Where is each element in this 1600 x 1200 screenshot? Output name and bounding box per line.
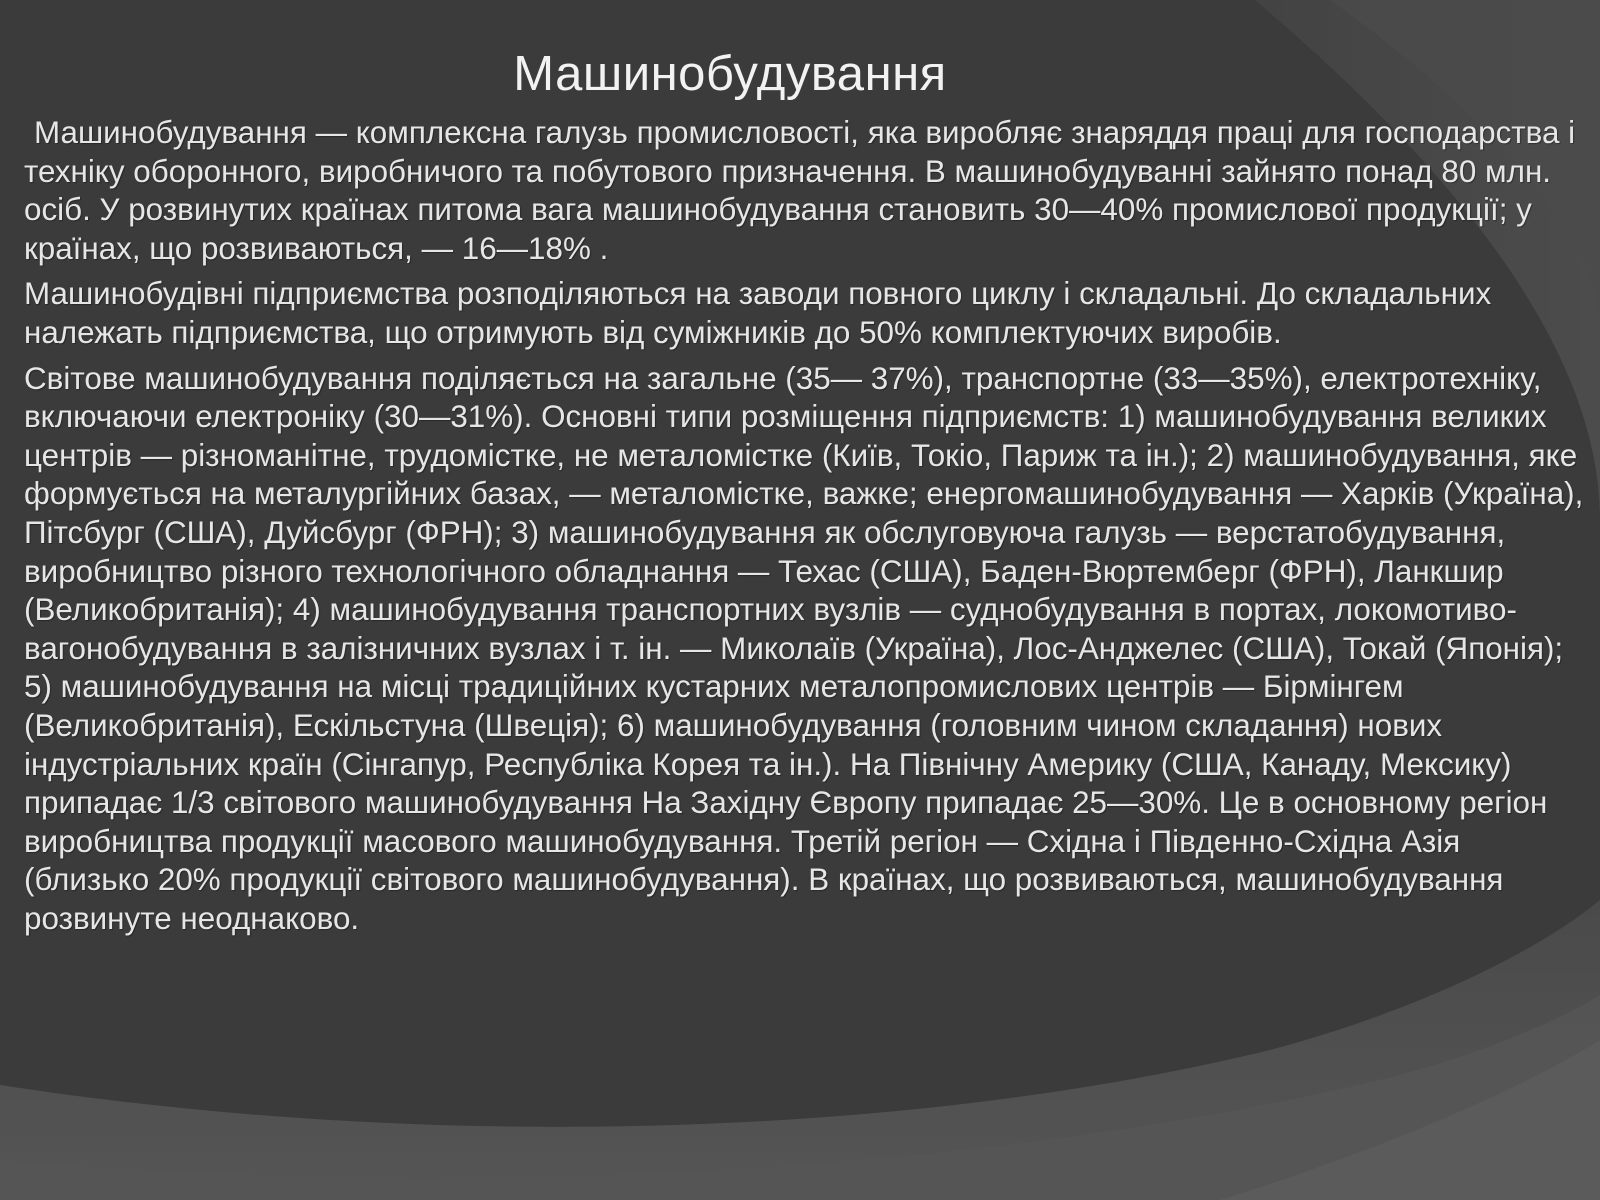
paragraph-world-structure: Світове машинобудування поділяється на загальне (35— 37%), транспортне (33—35%), електротехніку, включаючи електроніку (30—31%). Основні типи розміщення підприємств: 1) машинобудування великих центрів — різноманітне, трудомістке, не металомістке (Київ, Токіо, Париж та ін.); 2) машинобудування, яке формується на металургійних базах, — металомістке, важке; енергомашинобудування — Харків (Україна), Пітсбург (США), Дуйсбург (ФРН); 3) машинобудування як обслуговуюча галузь — верстатобудування, виробництво різного технологічного обладнання — Техас (США), Баден-Вюртемберг (ФРН), Ланкшир (Великобританія); 4) машинобудування транспортних вузлів — суднобудування в портах, локомотиво-вагонобудування в залізничних вузлах і т. ін. — Миколаїв (Україна), Лос-Анджелес (США), Токай (Японія); 5) машинобудування на місці традиційних кустарних металопромислових центрів — Бірмінгем (Великобританія), Ескільстуна (Швеція); 6) машинобудування (головним чином складання) нових індустріальних країн (Сінгапур, Республіка Корея та ін.). На Північну Америку (США, Канаду, Мексику) припадає 1/3 світового машинобудування На Західну Європу припадає 25—30%. Це в основному регіон виробництва продукції масового машинобудування. Третій регіон — Східна і Південно-Східна Азія (близько 20% продукції світового машинобудування). В країнах, що розвиваються, машинобудування розвинуте неоднаково. <box>24 360 1584 936</box>
slide-body <box>24 114 1584 938</box>
paragraph-definition: Машинобудування — комплексна галузь промисловості, яка виробляє знаряддя праці для господарства і техніку оборонного, виробничого та побутового призначення. В машинобудуванні зайнято понад 80 млн. осіб. У розвинутих країнах питома вага машинобудування становить 30—40% промислової продукції; у країнах, що розвиваються, — 16—18% . <box>24 115 1576 266</box>
paragraph-enterprises: Машинобудівні підприємства розподіляються на заводи повного циклу і складальні. До складальних належать підприємства, що отримують від суміжників до 50% комплектуючих виробів. <box>24 276 1492 350</box>
slide-title: Машинобудування <box>513 47 947 101</box>
